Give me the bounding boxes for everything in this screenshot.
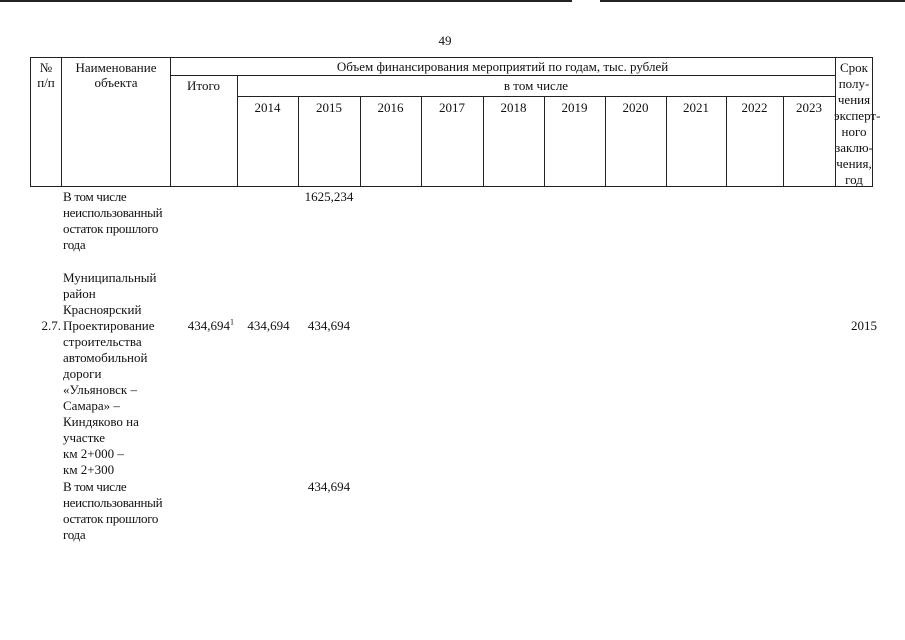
header-year: 2018 [500,100,527,115]
header-year: 2022 [741,100,768,115]
value-total-amount: 434,694 [187,318,230,333]
header-bottom-line [30,186,872,187]
footnote-mark: 1 [230,317,234,327]
header-year: 2014 [254,100,281,115]
header-year: 2021 [683,100,709,115]
row-number: 2.7. [41,318,61,333]
scan-top-border-right [600,0,905,2]
header-year: 2016 [377,100,404,115]
row-name: В том числе неиспользованный остаток прошлого года [63,189,163,252]
header-line-1 [170,75,835,76]
value-2015: 1625,234 [304,189,354,204]
header-name: Наименование объекта [75,60,157,90]
row-name: В том числе неиспользованный остаток прошлого года [63,479,163,542]
value-term: 2015 [851,318,877,333]
header-total: Итого [187,78,220,93]
header-year: 2015 [316,100,342,115]
value-total [170,318,234,333]
value-2015: 434,694 [307,479,351,494]
header-year: 2023 [796,100,822,115]
header-year: 2017 [439,100,465,115]
header-volume: Объем финансирования мероприятий по годам, тыс. рублей [336,59,669,74]
row-name: Муниципальный район Красноярский [63,270,157,317]
table-top-line [30,57,872,58]
header-num: № п/п [37,60,55,90]
page-number: 49 [438,33,452,48]
header-line-2 [237,96,835,97]
row-name: Проектирование строительства автомобильной дороги «Ульяновск – Самара» – Киндяково на участке км 2+000 – км 2+300 [63,318,155,477]
value-2015: 434,694 [307,318,351,333]
header-year: 2019 [561,100,588,115]
header-including: в том числе [503,78,569,93]
scan-top-border-left [0,0,572,2]
header-year: 2020 [622,100,649,115]
value-2014: 434,694 [247,318,290,333]
header-term: Срок полу- чения эксперт- ного заклю- чения, год [834,60,881,187]
